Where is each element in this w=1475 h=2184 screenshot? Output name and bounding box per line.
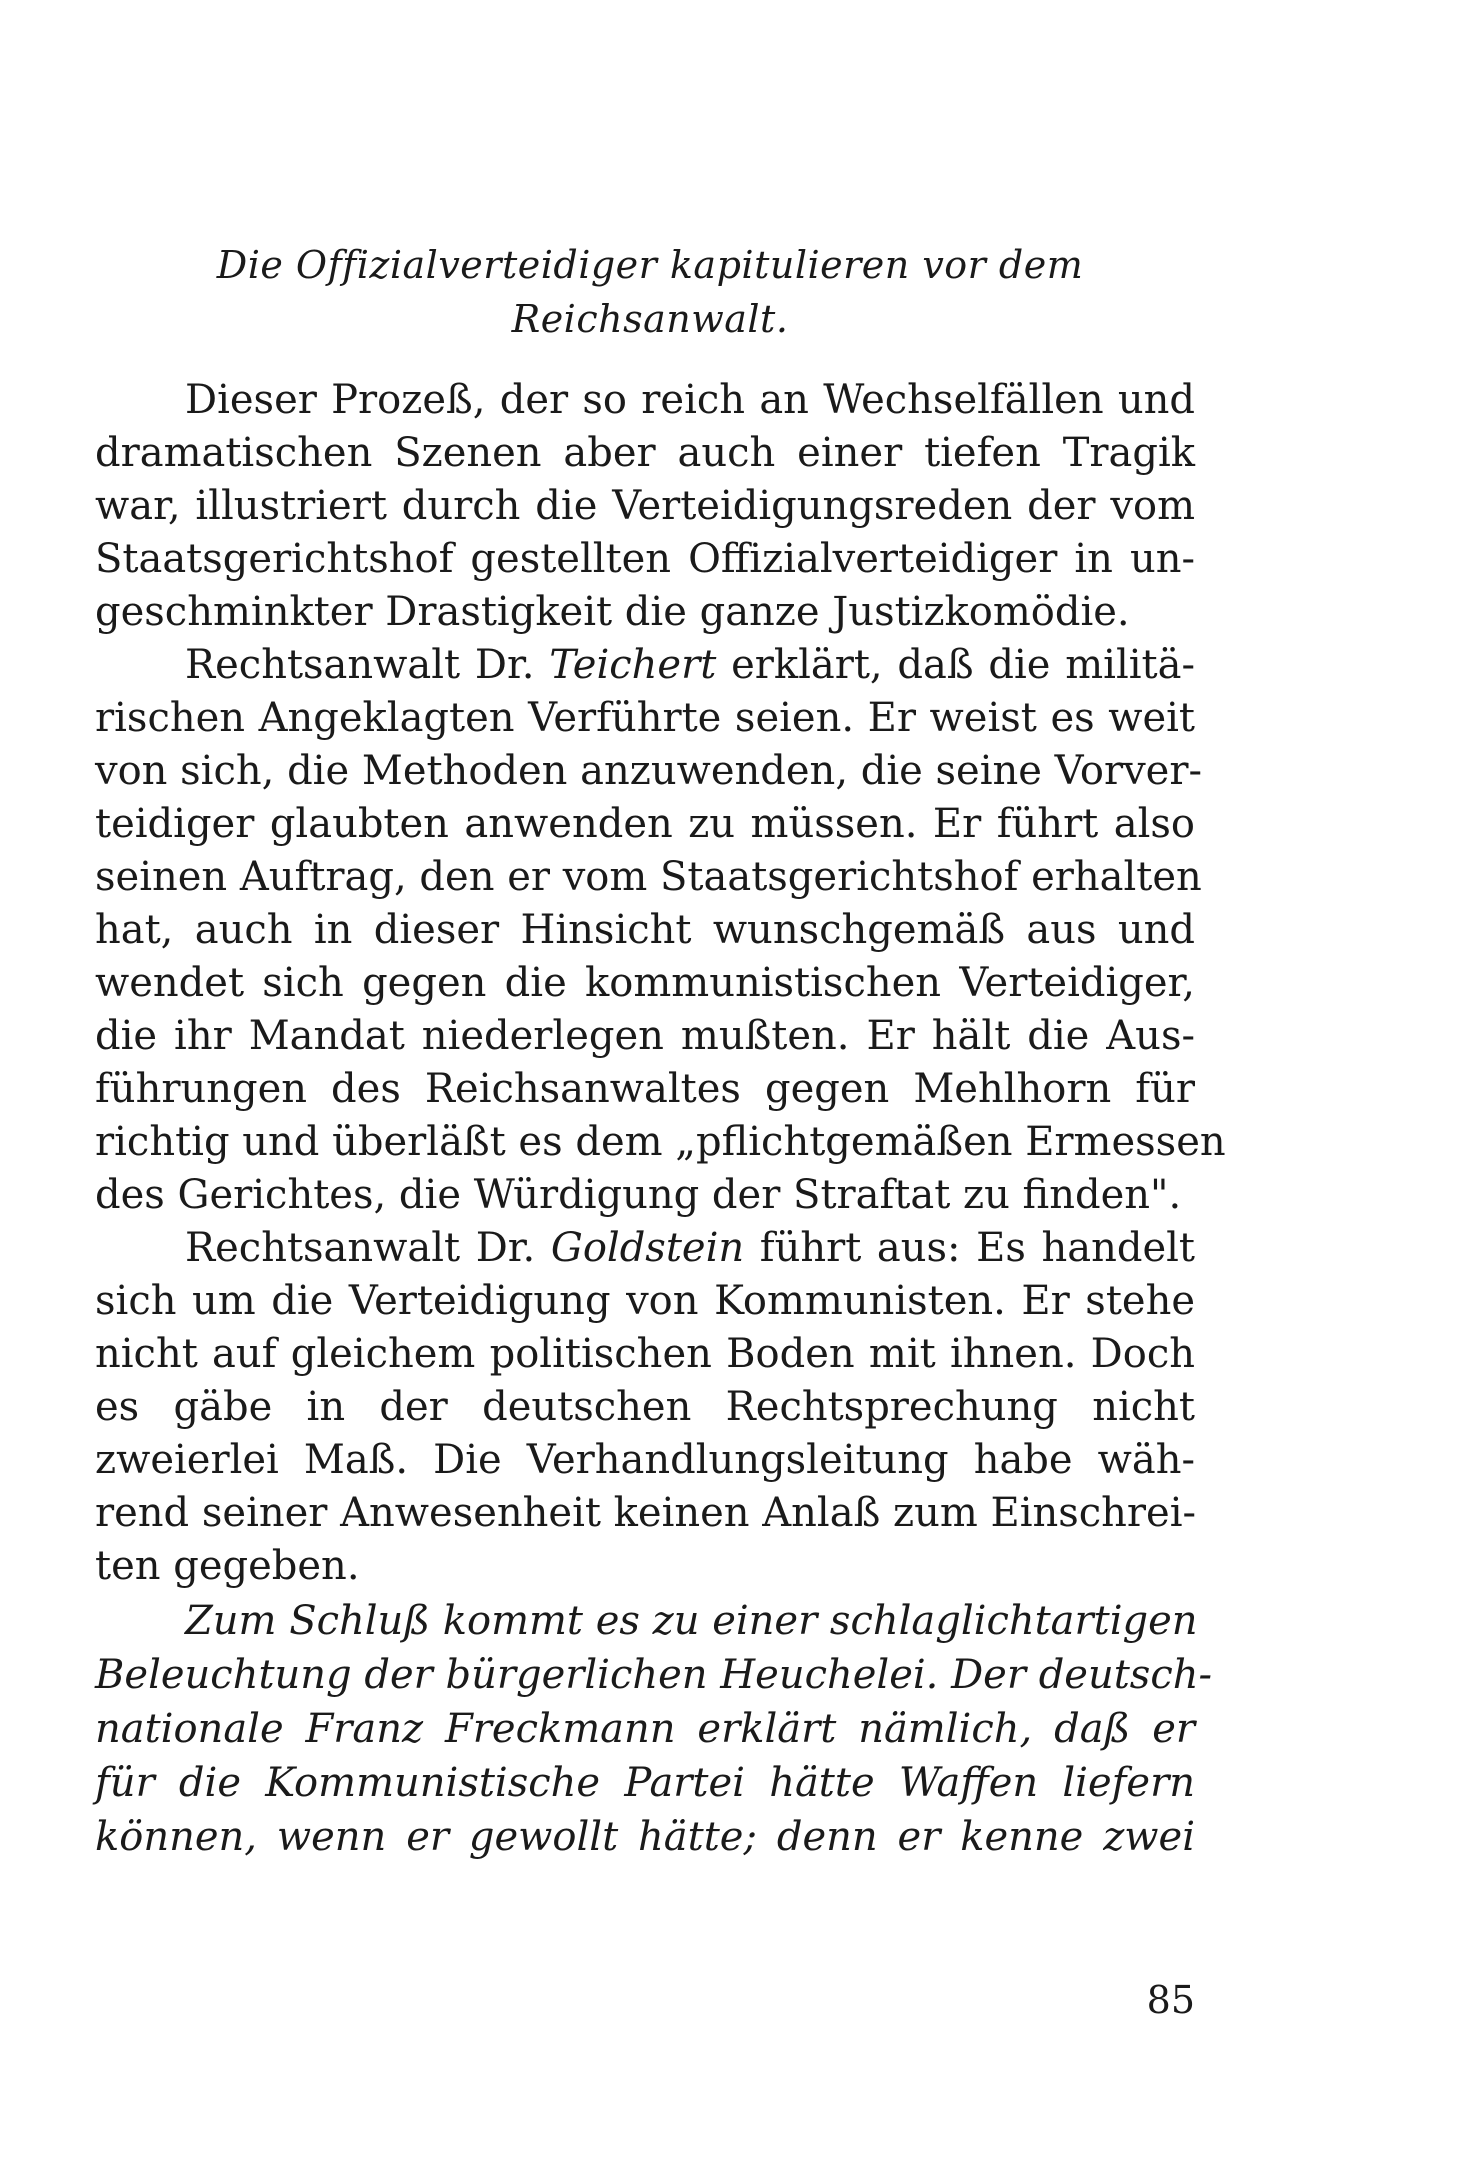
text-line: war, illustriert durch die Verteidigungsreden der vom xyxy=(95,483,1195,529)
text-line: teidiger glaubten anwenden zu müssen. Er führt also xyxy=(95,801,1195,847)
text-line: nicht auf gleichem politischen Boden mit ihnen. Doch xyxy=(95,1331,1195,1377)
text-line-italic: nationale Franz Freckmann erklärt nämlich, daß er xyxy=(95,1706,1195,1752)
text-segment: erklärt, daß die militä- xyxy=(716,642,1195,688)
section-heading-line-1: Die Offizialverteidiger kapitulieren vor dem xyxy=(216,243,1084,287)
person-name-italic: Goldstein xyxy=(550,1225,745,1271)
text-line: wendet sich gegen die kommunistischen Verteidiger, xyxy=(95,960,1195,1006)
text-line: führungen des Reichsanwaltes gegen Mehlhorn für xyxy=(95,1066,1195,1112)
text-segment: Rechtsanwalt Dr. xyxy=(185,1225,551,1271)
text-line-italic: für die Kommunistische Partei hätte Waffen liefern xyxy=(95,1760,1195,1806)
text-line: Staatsgerichtshof gestellten Offizialverteidiger in un- xyxy=(95,536,1195,582)
text-line: rend seiner Anwesenheit keinen Anlaß zum Einschrei- xyxy=(95,1490,1197,1536)
text-line: des Gerichtes, die Würdigung der Straftat zu finden". xyxy=(95,1172,1182,1218)
text-segment: führt aus: Es handelt xyxy=(744,1225,1195,1271)
text-line: es gäbe in der deutschen Rechtsprechung nicht xyxy=(95,1384,1195,1430)
person-name-italic: Teichert xyxy=(549,642,717,688)
text-segment: Rechtsanwalt Dr. xyxy=(185,642,550,688)
text-line xyxy=(185,640,1195,690)
text-line: Dieser Prozeß, der so reich an Wechselfällen und xyxy=(185,377,1195,423)
text-line: sich um die Verteidigung von Kommunisten. Er stehe xyxy=(95,1278,1195,1324)
text-line: die ihr Mandat niederlegen mußten. Er hält die Aus- xyxy=(95,1013,1195,1059)
text-line xyxy=(185,1223,1195,1273)
text-line: ten gegeben. xyxy=(95,1543,360,1589)
text-line: rischen Angeklagten Verführte seien. Er weist es weit xyxy=(95,695,1195,741)
text-line-italic: Zum Schluß kommt es zu einer schlaglichtartigen xyxy=(185,1598,1198,1644)
text-line: zweierlei Maß. Die Verhandlungsleitung habe wäh- xyxy=(95,1437,1195,1483)
text-line: geschminkter Drastigkeit die ganze Justizkomödie. xyxy=(95,589,1130,635)
text-line-italic: können, wenn er gewollt hätte; denn er kenne zwei xyxy=(95,1814,1195,1860)
section-heading-line-2: Reichsanwalt. xyxy=(511,297,789,341)
text-line: hat, auch in dieser Hinsicht wunschgemäß aus und xyxy=(95,907,1195,953)
page-number: 85 xyxy=(1146,1978,1195,2022)
text-line: seinen Auftrag, den er vom Staatsgerichtshof erhalten xyxy=(95,854,1202,900)
text-line: richtig und überläßt es dem „pflichtgemäßen Ermessen xyxy=(95,1119,1226,1165)
text-line: von sich, die Methoden anzuwenden, die seine Vorver- xyxy=(95,748,1202,794)
text-line: dramatischen Szenen aber auch einer tiefen Tragik xyxy=(95,430,1195,476)
text-line-italic: Beleuchtung der bürgerlichen Heuchelei. Der deutsch- xyxy=(95,1652,1213,1698)
